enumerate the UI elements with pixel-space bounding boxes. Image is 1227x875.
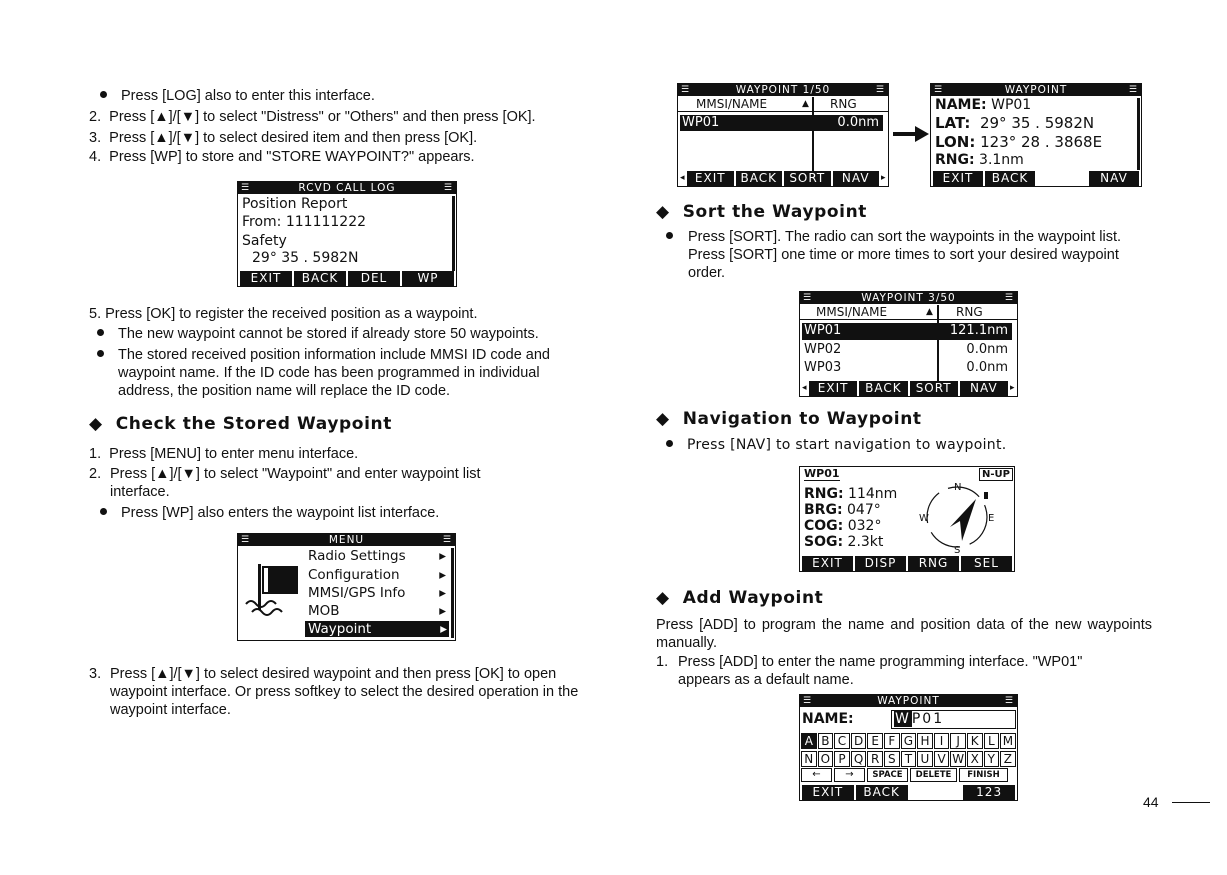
name-edit-screen: ☰ WAYPOINT ☰ NAME: WP01 A B C D E F G H I J K L M N O P Q R S T U V W X Y Z ← → SPACE DELETE FINISH EXIT BACK 123 (799, 694, 1018, 801)
cursor-char: W (895, 711, 911, 727)
step-3b-marker: 3. (89, 666, 102, 682)
page-number: 44 (1143, 794, 1159, 810)
left-arrow-icon: ◂ (680, 173, 685, 183)
menu-item-configuration[interactable]: Configuration ▸ (308, 567, 446, 583)
key-s[interactable]: S (884, 751, 900, 767)
softkey-back[interactable]: BACK (856, 785, 908, 800)
finish-key[interactable]: FINISH (959, 768, 1008, 782)
key-g[interactable]: G (901, 733, 917, 749)
bullet-icon (100, 508, 107, 515)
waypoint-list-screen-3: ☰ WAYPOINT 3/50 ☰ MMSI/NAME ▲ RNG WP01 121.1nm WP02 0.0nm WP03 0.0nm ◂ EXIT BACK SORT NAV ▸ (799, 291, 1018, 397)
sort-arrow-icon: ▲ (802, 99, 809, 109)
key-n[interactable]: N (801, 751, 817, 767)
softkey-bar (238, 271, 456, 286)
waypoint-row[interactable]: WP03 0.0nm (804, 360, 1008, 375)
screen-title: WAYPOINT 3/50 (861, 292, 956, 304)
menu-item-mmsi-gps-info[interactable]: MMSI/GPS Info ▸ (308, 585, 446, 601)
waypoint-flag-icon (242, 560, 302, 624)
key-v[interactable]: V (934, 751, 950, 767)
key-q[interactable]: Q (851, 751, 867, 767)
key-x[interactable]: X (967, 751, 983, 767)
screen-title: WAYPOINT (877, 695, 940, 707)
step-2: 2. Press [▲]/[▼] to select "Distress" or "Others" and then press [OK]. (89, 109, 536, 125)
nav-rng: RNG: 114nm (804, 486, 898, 502)
heading-navigation: ◆ Navigation to Waypoint (656, 409, 922, 429)
key-p[interactable]: P (834, 751, 850, 767)
menu-screen: ☰ MENU ☰ Radio Settings ▸ Configuration ▸ MMSI/GPS Info ▸ MOB ▸ Waypoint ▸ (237, 533, 456, 641)
sort-text: Press [SORT]. The radio can sort the waypoints in the waypoint list. Press [SORT] one time or more times to sort your desired waypoint order. (688, 229, 1122, 281)
softkey-wp[interactable]: WP (402, 271, 454, 286)
delete-key[interactable]: DELETE (910, 768, 957, 782)
softkey-nav[interactable]: NAV (960, 381, 1008, 396)
key-u[interactable]: U (917, 751, 933, 767)
softkey-back[interactable]: BACK (736, 171, 783, 186)
add-text: Press [ADD] to program the name and position data of the new waypoints manually. (656, 617, 1152, 651)
key-t[interactable]: T (901, 751, 917, 767)
check-step-1: 1. Press [MENU] to enter menu interface. (89, 446, 359, 462)
softkey-bar (931, 171, 1141, 186)
softkey-back[interactable]: BACK (294, 271, 346, 286)
softkey-exit[interactable]: EXIT (933, 171, 983, 186)
right-arrow-icon: ▸ (881, 173, 886, 183)
softkey-disp[interactable]: DISP (855, 556, 906, 571)
menu-item-mob[interactable]: MOB ▸ (308, 603, 446, 619)
waypoint-row[interactable]: WP02 0.0nm (804, 342, 1008, 357)
key-d[interactable]: D (851, 733, 867, 749)
step-5: 5. Press [OK] to register the received position as a waypoint. (89, 306, 478, 322)
sort-bullet (666, 228, 687, 246)
navigation-screen (799, 466, 1015, 572)
waypoint-row[interactable]: WP01 121.1nm (802, 323, 1012, 340)
softkey-empty (910, 785, 962, 800)
softkey-bar (678, 171, 888, 186)
menu-item-radio-settings[interactable]: Radio Settings ▸ (308, 548, 446, 564)
key-z[interactable]: Z (1000, 751, 1016, 767)
keyboard-row-2 (801, 751, 1016, 767)
check-step-2-marker: 2. (89, 466, 102, 482)
add-step-1: Press [ADD] to enter the name programming interface. "WP01" appears as a default name. (678, 654, 1083, 688)
heading-add: ◆ Add Waypoint (656, 588, 824, 608)
space-key[interactable]: SPACE (867, 768, 908, 782)
softkey-back[interactable]: BACK (859, 381, 907, 396)
screen-title: WAYPOINT 1/50 (735, 84, 831, 96)
column-rng: RNG (830, 97, 857, 111)
left-arrow-icon: ◂ (802, 383, 807, 393)
sort-arrow-icon: ▲ (926, 307, 933, 317)
scrollbar (452, 196, 455, 271)
softkey-exit[interactable]: EXIT (809, 381, 857, 396)
course-arrow-icon (950, 499, 976, 541)
step-3: 3. Press [▲]/[▼] to select desired item and then press [OK]. (89, 130, 478, 146)
step-4: 4. Press [WP] to store and "STORE WAYPOINT?" appears. (89, 149, 475, 165)
softkey-empty (1037, 171, 1087, 186)
detail-lon: LON: 123° 28 . 3868E (935, 133, 1103, 151)
bullet-icon (666, 440, 673, 447)
step-3b: Press [▲]/[▼] to select desired waypoint and then press [OK] to open waypoint interface. Or press softkey to select the desired operation in the waypoint interface. (110, 666, 579, 718)
note-stored-info (97, 346, 118, 364)
screen-title: MENU (328, 534, 365, 546)
log-line: From: 111111222 (242, 214, 367, 230)
arrow-right-icon (893, 125, 929, 143)
softkey-nav[interactable]: NAV (833, 171, 880, 186)
key-r[interactable]: R (867, 751, 883, 767)
detail-name: NAME: WP01 (935, 97, 1032, 113)
menu-item-waypoint[interactable]: Waypoint ▸ (305, 621, 449, 637)
bullet-icon (666, 232, 673, 239)
softkey-bar (800, 785, 1017, 800)
detail-rng: RNG: 3.1nm (935, 152, 1024, 168)
key-w[interactable]: W (952, 752, 965, 766)
softkey-back[interactable]: BACK (985, 171, 1035, 186)
waypoint-detail-screen: ☰ WAYPOINT ☰ NAME: WP01 LAT: 29° 35 . 5982N LON: 123° 28 . 3868E RNG: 3.1nm EXIT BACK NAV (930, 83, 1142, 187)
key-i[interactable]: I (934, 733, 950, 749)
note-50-waypoints: The new waypoint cannot be stored if already store 50 waypoints. (97, 325, 539, 343)
right-arrow-key[interactable]: → (834, 768, 865, 782)
softkey-123[interactable]: 123 (963, 785, 1015, 800)
softkey-exit[interactable]: EXIT (802, 785, 854, 800)
log-line: Position Report (242, 196, 348, 212)
column-mmsi-name: MMSI/NAME (816, 305, 888, 319)
keyboard-row-1 (801, 733, 1016, 749)
softkey-sort[interactable]: SORT (910, 381, 958, 396)
key-y[interactable]: Y (984, 751, 1000, 767)
left-arrow-key[interactable]: ← (801, 768, 832, 782)
right-arrow-icon: ▸ (1010, 383, 1015, 393)
softkey-exit[interactable]: EXIT (240, 271, 292, 286)
key-a[interactable]: A (801, 733, 817, 749)
bullet-log-note: Press [LOG] also to enter this interface. (100, 87, 375, 105)
nav-brg: BRG: 047° (804, 502, 881, 518)
nav-sog: SOG: 2.3kt (804, 534, 884, 550)
key-h[interactable]: H (917, 733, 933, 749)
check-step-2: Press [▲]/[▼] to select "Waypoint" and enter waypoint list interface. (110, 466, 481, 500)
key-e[interactable]: E (867, 733, 883, 749)
softkey-bar (800, 556, 1014, 571)
softkey-sort[interactable]: SORT (784, 171, 831, 186)
compass-icon (916, 477, 998, 555)
softkey-bar (800, 381, 1017, 396)
add-step-1-marker: 1. (656, 654, 669, 670)
column-rng: RNG (956, 305, 983, 319)
name-input[interactable]: WP01 (891, 710, 1016, 729)
detail-lat: LAT: 29° 35 . 5982N (935, 114, 1095, 132)
key-f[interactable]: F (884, 733, 900, 749)
waypoint-marker-icon (984, 492, 988, 499)
nav-text: Press [NAV] to start navigation to waypoint. (666, 436, 1007, 454)
note-stored-info-text: The stored received position information include MMSI ID code and waypoint name. If the ID code has been programmed in individual address, the position name will replace the ID code. (118, 347, 550, 399)
nav-waypoint-name: WP01 (804, 467, 840, 480)
scrollbar (451, 548, 454, 638)
softkey-del[interactable]: DEL (348, 271, 400, 286)
log-line: 29° 35 . 5982N (252, 250, 359, 266)
log-line: Safety (242, 233, 287, 249)
screen-title: WAYPOINT (1004, 84, 1068, 96)
nav-cog: COG: 032° (804, 518, 882, 534)
screen-title: RCVD CALL LOG (298, 182, 396, 194)
key-j[interactable]: J (950, 733, 966, 749)
softkey-exit[interactable]: EXIT (687, 171, 734, 186)
compass-n: N (954, 482, 962, 493)
key-o[interactable]: O (818, 751, 834, 767)
key-c[interactable]: C (834, 733, 850, 749)
key-l[interactable]: L (984, 733, 1000, 749)
softkey-exit[interactable]: EXIT (802, 556, 853, 571)
bullet-icon (100, 91, 107, 98)
rcvd-call-log-screen: ☰ RCVD CALL LOG ☰ Position Report From: 111111222 Safety 29° 35 . 5982N EXIT BACK DEL WP (237, 181, 457, 287)
waypoint-row[interactable]: WP01 0.0nm (680, 115, 883, 131)
scrollbar (1137, 98, 1140, 170)
keyboard-row-3 (801, 768, 1008, 782)
key-k[interactable]: K (967, 733, 983, 749)
bullet-icon (97, 350, 104, 357)
column-mmsi-name: MMSI/NAME (696, 97, 768, 111)
softkey-nav[interactable]: NAV (1089, 171, 1139, 186)
key-m[interactable]: M (1000, 733, 1016, 749)
softkey-sel[interactable]: SEL (961, 556, 1012, 571)
compass-w: W (919, 513, 929, 524)
compass-e: E (988, 513, 995, 524)
check-note: Press [WP] also enters the waypoint list interface. (100, 504, 439, 522)
heading-sort: ◆ Sort the Waypoint (656, 202, 868, 222)
heading-check-stored: ◆ Check the Stored Waypoint (89, 414, 392, 434)
page-number-rule (1172, 802, 1210, 803)
name-label: NAME: (802, 711, 854, 727)
softkey-rng[interactable]: RNG (908, 556, 959, 571)
waypoint-list-screen-1: ☰ WAYPOINT 1/50 ☰ MMSI/NAME ▲ RNG WP01 0.0nm ◂ EXIT BACK SORT NAV ▸ (677, 83, 889, 187)
north-up-badge: N-UP (979, 468, 1013, 481)
key-b[interactable]: B (818, 733, 834, 749)
compass-s: S (954, 545, 961, 555)
bullet-icon (97, 329, 104, 336)
